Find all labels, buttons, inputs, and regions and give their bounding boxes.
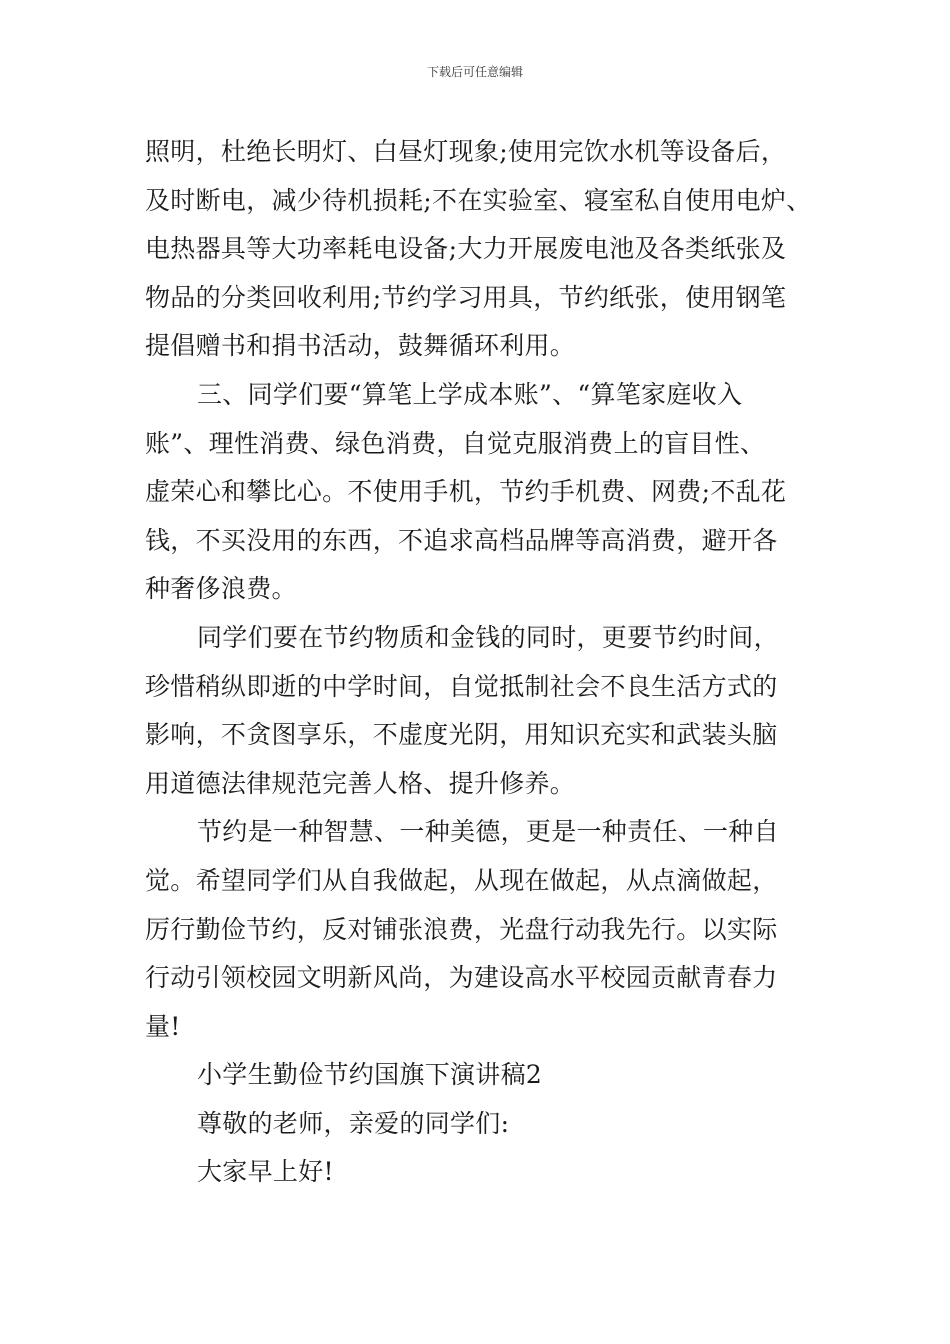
paragraph-start-line: 同学们要在节约物质和金钱的同时，更要节约时间， bbox=[197, 622, 779, 652]
text-line: 提倡赠书和捐书活动，鼓舞循环利用。 bbox=[145, 331, 576, 361]
page-header: 下载后可任意编辑 bbox=[426, 65, 523, 79]
text-line: 账”、理性消费、绿色消费，自觉克服消费上的盲目性、 bbox=[145, 428, 766, 458]
text-line: 珍惜稍纵即逝的中学时间，自觉抵制社会不良生活方式的 bbox=[145, 671, 778, 701]
document-body bbox=[145, 128, 825, 1197]
text-line: 用道德法律规范完善人格、提升修养。 bbox=[145, 768, 576, 798]
paragraph-start-line: 三、同学们要“算笔上学成本账”、“算笔家庭收入 bbox=[197, 379, 743, 409]
text-line: 照明，杜绝长明灯、白昼灯现象;使用完饮水机等设备后， bbox=[145, 137, 787, 166]
salutation: 尊敬的老师，亲爱的同学们: bbox=[197, 1108, 510, 1138]
text-line: 觉。希望同学们从自我做起，从现在做起，从点滴做起， bbox=[145, 865, 778, 895]
text-line: 量! bbox=[145, 1011, 181, 1041]
text-line: 影响，不贪图享乐，不虚度光阴，用知识充实和武装头脑 bbox=[145, 720, 778, 750]
section-title: 小学生勤俭节约国旗下演讲稿2 bbox=[197, 1060, 543, 1090]
text-line: 行动引领校园文明新风尚，为建设高水平校园贡献青春力 bbox=[145, 963, 778, 993]
text-line: 物品的分类回收利用;节约学习用具，节约纸张，使用钢笔 bbox=[145, 282, 787, 312]
text-line: 种奢侈浪费。 bbox=[145, 574, 297, 604]
greeting: 大家早上好! bbox=[197, 1157, 334, 1187]
text-line: 电热器具等大功率耗电设备;大力开展废电池及各类纸张及 bbox=[145, 234, 787, 264]
paragraph-start-line: 节约是一种智慧、一种美德，更是一种责任、一种自 bbox=[197, 817, 779, 847]
text-line: 厉行勤俭节约，反对铺张浪费，光盘行动我先行。以实际 bbox=[145, 914, 778, 944]
text-line: 钱，不买没用的东西，不追求高档品牌等高消费，避开各 bbox=[145, 525, 778, 555]
text-line: 虚荣心和攀比心。不使用手机，节约手机费、网费;不乱花 bbox=[145, 477, 787, 507]
text-line: 及时断电，减少待机损耗;不在实验室、寝室私自使用电炉、 bbox=[145, 185, 812, 215]
